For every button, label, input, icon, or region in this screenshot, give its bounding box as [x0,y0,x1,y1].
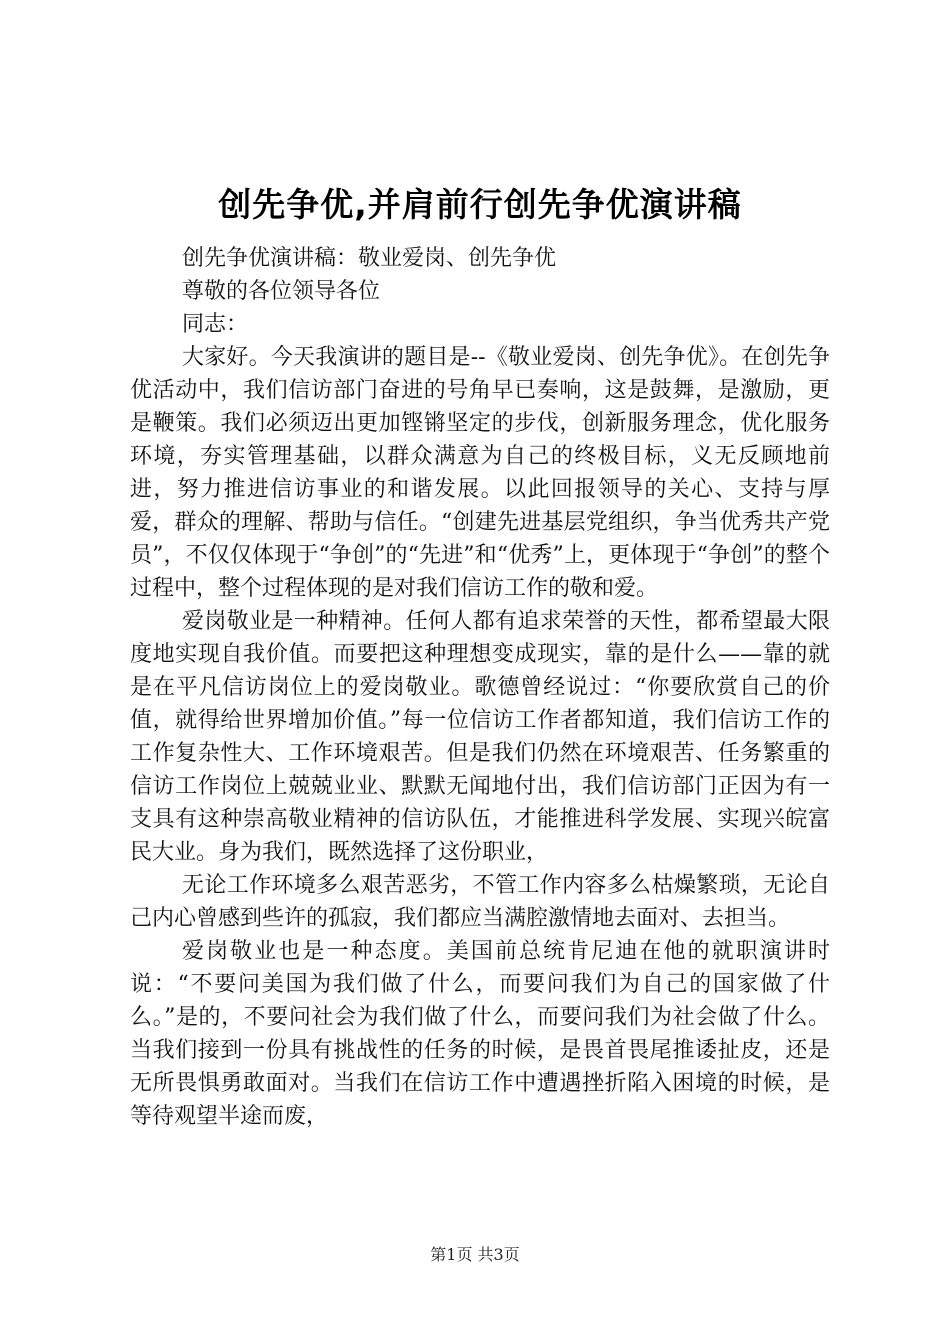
document-page [130,180,830,1133]
document-body [130,242,830,1133]
body-paragraph-1: 大家好。今天我演讲的题目是--《敬业爱岗、创先争优》。在创先争优活动中，我们信访部门奋进的号角早已奏响，这是鼓舞，是激励，更是鞭策。我们必须迈出更加铿锵坚定的步伐，创新服务理念，优化服务环境，夯实管理基础，以群众满意为自己的终极目标，义无反顾地前进，努力推进信访事业的和谐发展。以此回报领导的关心、支持与厚爱，群众的理解、帮助与信任。“创建先进基层党组织，争当优秀共产党员”，不仅仅体现于“争创”的“先进”和“优秀”上，更体现于“争创”的整个过程中，整个过程体现的是对我们信访工作的敬和爱。 [130,345,830,601]
body-paragraph-4: 爱岗敬业也是一种态度。美国前总统肯尼迪在他的就职演讲时说：“不要问美国为我们做了什么，而要问我们为自己的国家做了什么。”是的，不要问社会为我们做了什么，而要问我们为社会做了什么。当我们接到一份具有挑战性的任务的时候，是畏首畏尾推诿扯皮，还是无所畏惧勇敢面对。当我们在信访工作中遭遇挫折陷入困境的时候，是等待观望半途而废， [130,939,830,1129]
document-title: 创先争优,并肩前行创先争优演讲稿 [218,185,742,224]
salutation-line-2: 同志： [182,312,249,337]
body-paragraph-2: 爱岗敬业是一种精神。任何人都有追求荣誉的天性，都希望最大限度地实现自我价值。而要把这种理想变成现实，靠的是什么——靠的就是在平凡信访岗位上的爱岗敬业。歌德曾经说过：“你要欣赏自己的价值，就得给世界增加价值。”每一位信访工作者都知道，我们信访工作的工作复杂性大、工作环境艰苦。但是我们仍然在环境艰苦、任务繁重的信访工作岗位上兢兢业业、默默无闻地付出，我们信访部门正因为有一支具有这种崇高敬业精神的信访队伍，才能推进科学发展、实现兴皖富民大业。身为我们，既然选择了这份职业， [130,609,830,865]
page-indicator: 第1页 共3页 [430,1245,520,1264]
body-paragraph-3: 无论工作环境多么艰苦恶劣，不管工作内容多么枯燥繁琐，无论自己内心曾感到些许的孤寂，我们都应当满腔激情地去面对、去担当。 [130,873,830,931]
subtitle-line: 创先争优演讲稿：敬业爱岗、创先争优 [182,246,557,271]
salutation-line-1: 尊敬的各位领导各位 [182,279,381,304]
page-footer [0,1242,950,1265]
